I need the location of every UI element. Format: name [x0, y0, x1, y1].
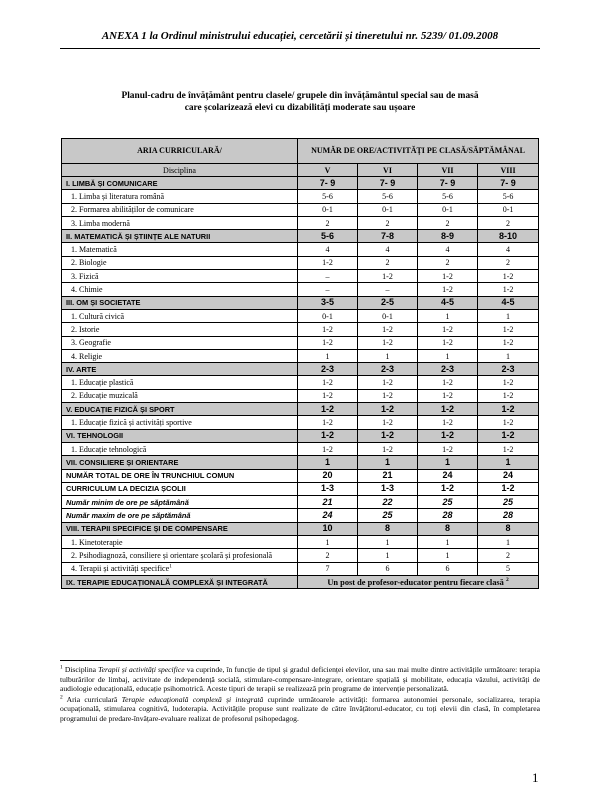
hours-cell: 1: [478, 536, 539, 549]
hours-cell: 22: [358, 496, 418, 509]
hours-cell: 1-2: [418, 376, 478, 389]
hours-cell: 1: [418, 536, 478, 549]
header-disciplina: Disciplina: [62, 164, 298, 177]
title-line-2: care școlarizează elevi cu dizabilități moderate sau ușoare: [184, 103, 416, 113]
footnote-1-mark: 1: [60, 664, 63, 671]
hours-cell: 1-2: [358, 389, 418, 402]
table-row: [62, 549, 539, 562]
page-number: 1: [532, 770, 539, 785]
table-row-last: [62, 575, 539, 588]
hours-cell: 2-3: [358, 363, 418, 376]
document-title: [60, 90, 540, 114]
row-label-text: 2. Biologie: [71, 258, 107, 268]
row-label-text: 1. Educație plastică: [71, 378, 134, 388]
hours-cell: 5: [478, 562, 539, 575]
row-label: [62, 496, 298, 509]
row-label-text: VI. TEHNOLOGII: [66, 431, 124, 441]
hours-cell: 0-1: [358, 309, 418, 322]
hours-cell: 1: [298, 536, 358, 549]
row-label: [62, 482, 298, 495]
hours-cell: –: [358, 283, 418, 296]
hours-cell: 1: [358, 349, 418, 362]
hours-cell: 4: [358, 243, 418, 256]
hours-cell: 0-1: [418, 203, 478, 216]
footnote-2-text-b: cuprinde următoarele activități: formarea autonomiei personale, socializarea, terapia ocupațională, stimularea cognitivă, ludoterapia. Activitățile propuse sunt realizate de către învățătorul-educator, cu toți elevii din clasă, în completarea programului de predare-învățare-evaluare realizat de profesorul psihopedagog.: [60, 694, 541, 723]
row-label: [62, 323, 298, 336]
hours-cell: 4-5: [418, 296, 478, 309]
row-label-text: 1. Limba și literatura română: [71, 191, 165, 201]
row-label: [62, 216, 298, 229]
row-label-text: 1. Educație fizică și activități sportive: [71, 417, 192, 427]
hours-cell: 1-2: [418, 389, 478, 402]
hours-cell: 1-2: [358, 336, 418, 349]
table-row: [62, 256, 539, 269]
row-label-text: 4. Terapii și activități specifice: [71, 564, 170, 574]
hours-cell: 8: [418, 522, 478, 535]
row-label-text: 3. Limba modernă: [71, 218, 130, 228]
row-label: [62, 203, 298, 216]
header-rule: [60, 48, 540, 49]
row-label: [62, 270, 298, 283]
table-row: [62, 230, 539, 243]
row-label-text: I. LIMBĂ ȘI COMUNICARE: [66, 178, 158, 188]
row-label-text: Număr minim de ore pe săptămână: [66, 497, 189, 507]
header-class-v: V: [298, 164, 358, 177]
hours-cell: 2: [418, 256, 478, 269]
hours-cell: 1-2: [478, 376, 539, 389]
hours-cell: 1-2: [418, 442, 478, 455]
table-row: [62, 323, 539, 336]
row-label-text: 4. Religie: [71, 351, 103, 361]
row-label: [62, 243, 298, 256]
row-label: [62, 509, 298, 522]
table-header-row: [62, 139, 539, 164]
hours-cell: 1-2: [298, 376, 358, 389]
hours-cell: 8: [478, 522, 539, 535]
footnote-2-mark: 2: [60, 694, 63, 701]
row-label: [62, 190, 298, 203]
table-row: [62, 482, 539, 495]
table-subheader-row: [62, 164, 539, 177]
hours-cell: 1-2: [358, 323, 418, 336]
hours-cell: 1: [478, 309, 539, 322]
row-label: IX. TERAPIE EDUCAȚIONALĂ COMPLEXĂ ȘI INTEGRATĂ: [62, 575, 298, 588]
hours-cell: 1-2: [478, 442, 539, 455]
table-row: [62, 522, 539, 535]
hours-cell: 8-10: [478, 230, 539, 243]
hours-cell: 28: [418, 509, 478, 522]
hours-cell: 2: [298, 216, 358, 229]
row-label: [62, 230, 298, 243]
row-label: [62, 442, 298, 455]
hours-cell: 1-2: [358, 442, 418, 455]
table-row: [62, 216, 539, 229]
hours-cell: 3-5: [298, 296, 358, 309]
hours-cell: 0-1: [298, 203, 358, 216]
hours-cell: 0-1: [478, 203, 539, 216]
hours-cell: 7- 9: [418, 177, 478, 190]
hours-cell: 1-2: [478, 323, 539, 336]
hours-cell: 6: [418, 562, 478, 575]
hours-cell: 1-2: [418, 270, 478, 283]
row-label-text: 1. Educație tehnologică: [71, 444, 147, 454]
hours-cell: 1-2: [298, 336, 358, 349]
hours-cell: 1-2: [418, 429, 478, 442]
table-row: [62, 496, 539, 509]
hours-cell: 1-2: [358, 270, 418, 283]
hours-cell: 1-2: [418, 323, 478, 336]
hours-cell: 10: [298, 522, 358, 535]
hours-cell: 1-2: [358, 376, 418, 389]
hours-cell: 8: [358, 522, 418, 535]
hours-cell: 2: [298, 549, 358, 562]
hours-cell: 2-5: [358, 296, 418, 309]
hours-cell: 1-2: [418, 283, 478, 296]
hours-cell: 1: [298, 456, 358, 469]
document-header: ANEXA 1 la Ordinul ministrului educației, cercetării și tineretului nr. 5239/ 01.09.2008: [101, 30, 499, 42]
hours-cell: 1-2: [478, 429, 539, 442]
footnote-rule: [60, 660, 220, 661]
hours-cell: 1-2: [298, 389, 358, 402]
hours-cell: 5-6: [298, 190, 358, 203]
title-line-1: Planul-cadru de învățământ pentru clasele/ grupele din învățământul special sau de masă: [121, 91, 479, 101]
hours-cell: 2: [478, 256, 539, 269]
hours-cell: 1-2: [358, 403, 418, 416]
table-row: [62, 190, 539, 203]
table-row: [62, 509, 539, 522]
educator-post-note: [298, 575, 539, 588]
row-label: [62, 456, 298, 469]
row-label: [62, 296, 298, 309]
hours-cell: 1-2: [298, 323, 358, 336]
row-label-text: VIII. TERAPII SPECIFICE ȘI DE COMPENSARE: [66, 524, 228, 534]
hours-cell: 1-2: [478, 283, 539, 296]
hours-cell: 1: [418, 309, 478, 322]
table-row: [62, 389, 539, 402]
table-row: [62, 363, 539, 376]
row-label: [62, 376, 298, 389]
curriculum-table: [61, 138, 539, 589]
row-label: [62, 389, 298, 402]
row-label-text: IV. ARTE: [66, 364, 97, 374]
hours-cell: –: [298, 283, 358, 296]
hours-cell: 1: [418, 349, 478, 362]
row-label: [62, 336, 298, 349]
hours-cell: 1-2: [298, 403, 358, 416]
row-label: [62, 177, 298, 190]
header-numar-ore: NUMĂR DE ORE/ACTIVITĂȚI PE CLASĂ/SĂPTĂMÂNAL: [298, 139, 539, 164]
footnote-2: [60, 695, 540, 724]
table-row: [62, 562, 539, 575]
table-row: [62, 442, 539, 455]
hours-cell: 25: [418, 496, 478, 509]
hours-cell: 5-6: [298, 230, 358, 243]
hours-cell: 7: [298, 562, 358, 575]
hours-cell: 7-8: [358, 230, 418, 243]
hours-cell: 21: [358, 469, 418, 482]
row-label: [62, 429, 298, 442]
footnotes: [60, 665, 540, 725]
footnote-1-text-a: Disciplina: [62, 665, 99, 674]
hours-cell: 2-3: [478, 363, 539, 376]
hours-cell: 24: [418, 469, 478, 482]
table-row: [62, 177, 539, 190]
hours-cell: 1-3: [358, 482, 418, 495]
row-label-text: VII. CONSILIERE ȘI ORIENTARE: [66, 457, 179, 467]
hours-cell: 1-2: [478, 270, 539, 283]
header-class-viii: VIII: [478, 164, 539, 177]
header-aria-curriculara: ARIA CURRICULARĂ/: [62, 139, 298, 164]
hours-cell: 6: [358, 562, 418, 575]
hours-cell: 1-2: [298, 429, 358, 442]
hours-cell: 1-2: [418, 416, 478, 429]
hours-cell: 1-2: [358, 416, 418, 429]
footnote-2-text-a: Aria curriculară: [62, 694, 122, 704]
footnote-1-text-b: va cuprinde, în funcție de tipul și gradul deficienței elevilor, una sau mai multe dintre activitățile următoare: terapia tulburărilor de limbaj, activitate de independență socială, stimulare-compensare-integrare, orientare spațială și mobilitate, educația văzului, activități de audiologie educațională, educație psihomotrică. Aceste tipuri de terapii se realizează prin programe de intervenție personalizată.: [60, 665, 540, 694]
hours-cell: 1: [478, 456, 539, 469]
hours-cell: 1-2: [418, 482, 478, 495]
hours-cell: 2: [358, 256, 418, 269]
row-label-text: II. MATEMATICĂ ȘI ȘTIINȚE ALE NATURII: [66, 231, 211, 241]
table-row: [62, 336, 539, 349]
hours-cell: 4-5: [478, 296, 539, 309]
table-row: [62, 296, 539, 309]
hours-cell: 7- 9: [478, 177, 539, 190]
row-label-text: CURRICULUM LA DECIZIA ȘCOLII: [66, 484, 186, 494]
table-row: [62, 376, 539, 389]
row-label-text: 2. Educație muzicală: [71, 391, 138, 401]
hours-cell: 0-1: [358, 203, 418, 216]
hours-cell: 7- 9: [358, 177, 418, 190]
hours-cell: 2-3: [418, 363, 478, 376]
hours-cell: –: [298, 270, 358, 283]
row-label-text: 3. Fizică: [71, 271, 99, 281]
hours-cell: 24: [298, 509, 358, 522]
hours-cell: 1-2: [478, 389, 539, 402]
hours-cell: 2: [418, 216, 478, 229]
row-label-text: 4. Chimie: [71, 285, 103, 295]
hours-cell: 5-6: [478, 190, 539, 203]
table-row: [62, 429, 539, 442]
hours-cell: 1-2: [298, 416, 358, 429]
table-row: [62, 283, 539, 296]
row-label: [62, 309, 298, 322]
row-label: [62, 256, 298, 269]
row-label: [62, 283, 298, 296]
hours-cell: 4: [418, 243, 478, 256]
hours-cell: 4: [478, 243, 539, 256]
hours-cell: 1: [418, 456, 478, 469]
hours-cell: 1-2: [358, 429, 418, 442]
hours-cell: 1-2: [478, 482, 539, 495]
hours-cell: 8-9: [418, 230, 478, 243]
footnote-1: [60, 665, 540, 694]
hours-cell: 1-2: [478, 416, 539, 429]
row-label: [62, 562, 298, 575]
hours-cell: 1-3: [298, 482, 358, 495]
hours-cell: 24: [478, 469, 539, 482]
hours-cell: 4: [298, 243, 358, 256]
row-label: [62, 349, 298, 362]
hours-cell: 5-6: [418, 190, 478, 203]
hours-cell: 1-2: [418, 336, 478, 349]
hours-cell: 1: [298, 349, 358, 362]
row-label-text: V. EDUCAȚIE FIZICĂ ȘI SPORT: [66, 404, 175, 414]
hours-cell: 21: [298, 496, 358, 509]
hours-cell: 1: [418, 549, 478, 562]
table-row: [62, 270, 539, 283]
hours-cell: 25: [358, 509, 418, 522]
hours-cell: 2: [478, 216, 539, 229]
row-label-text: NUMĂR TOTAL DE ORE ÎN TRUNCHIUL COMUN: [66, 471, 235, 481]
header-class-vii: VII: [418, 164, 478, 177]
hours-cell: 5-6: [358, 190, 418, 203]
hours-cell: 2: [478, 549, 539, 562]
row-label-text: 1. Matematică: [71, 245, 117, 255]
table-row: [62, 456, 539, 469]
hours-cell: 20: [298, 469, 358, 482]
table-row: [62, 536, 539, 549]
row-label: [62, 403, 298, 416]
footnote-ref: 1: [169, 563, 172, 570]
hours-cell: 1-2: [478, 336, 539, 349]
table-row: [62, 309, 539, 322]
row-label-text: Număr maxim de ore pe săptămână: [66, 511, 191, 521]
row-label-text: 1. Cultură civică: [71, 311, 125, 321]
row-label-text: III. OM ȘI SOCIETATE: [66, 298, 141, 308]
hours-cell: 1-2: [418, 403, 478, 416]
hours-cell: 2-3: [298, 363, 358, 376]
hours-cell: 1: [478, 349, 539, 362]
row-label: [62, 469, 298, 482]
table-row: [62, 403, 539, 416]
footnote-2-emphasis: Terapie educațională complexă și integrată: [121, 694, 264, 704]
table-row: [62, 416, 539, 429]
hours-cell: 0-1: [298, 309, 358, 322]
hours-cell: 1: [358, 549, 418, 562]
hours-cell: 25: [478, 496, 539, 509]
hours-cell: 1: [358, 536, 418, 549]
hours-cell: 1: [358, 456, 418, 469]
table-row: [62, 243, 539, 256]
row-label: [62, 522, 298, 535]
footnote-ref: 2: [505, 576, 509, 583]
hours-cell: 28: [478, 509, 539, 522]
row-label: [62, 536, 298, 549]
row-label-text: 2. Istorie: [71, 324, 100, 334]
hours-cell: 2: [358, 216, 418, 229]
hours-cell: 1-2: [298, 442, 358, 455]
hours-cell: 7- 9: [298, 177, 358, 190]
hours-cell: 1-2: [478, 403, 539, 416]
table-row: [62, 349, 539, 362]
table-row: [62, 203, 539, 216]
row-label: [62, 549, 298, 562]
table-row: [62, 469, 539, 482]
row-label: [62, 416, 298, 429]
row-label-text: 2. Formarea abilităților de comunicare: [71, 205, 194, 215]
row-label-text: 2. Psihodiagnoză, consiliere și orientare școlară și profesională: [71, 550, 273, 560]
row-label-text: 1. Kinetoterapie: [71, 537, 123, 547]
footnote-1-emphasis: Terapii și activități specifice: [98, 665, 185, 674]
row-label: [62, 363, 298, 376]
educator-post-text: Un post de profesor-educator pentru fiecare clasă: [327, 577, 504, 587]
hours-cell: 1-2: [298, 256, 358, 269]
header-class-vi: VI: [358, 164, 418, 177]
row-label-text: 3. Geografie: [71, 338, 111, 348]
